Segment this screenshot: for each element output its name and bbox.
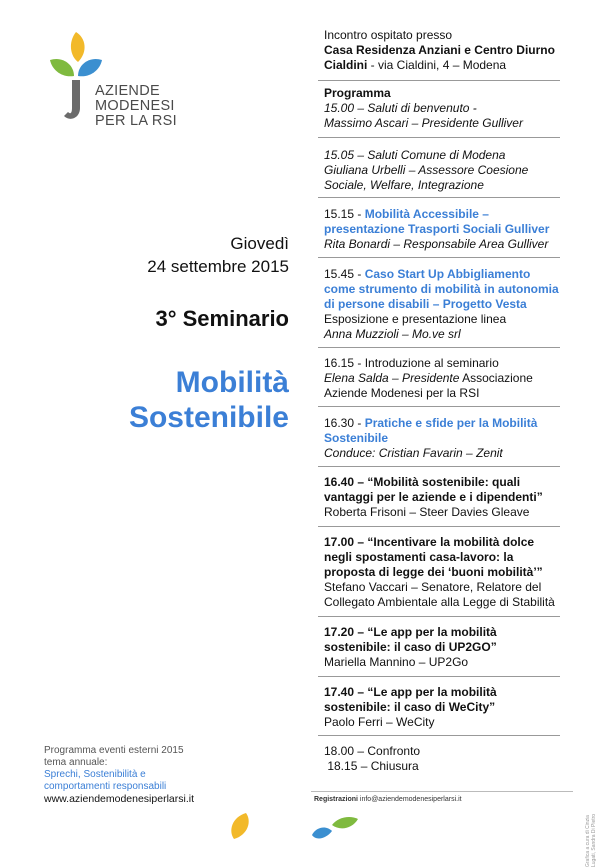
item-speaker: Paolo Ferri – WeCity <box>324 715 435 729</box>
program-item-7 <box>324 475 609 520</box>
title-line-2: Sostenibile <box>128 401 289 434</box>
item-title: 18.00 – Confronto <box>324 744 421 758</box>
item-time: 15.00 – Saluti di benvenuto - <box>324 101 477 115</box>
logo-line-2: MODENESI <box>95 98 175 114</box>
logo-green-leaf <box>50 59 74 76</box>
program-item-11 <box>324 744 609 774</box>
item-title: di persone disabili – Progetto Vesta <box>324 297 527 311</box>
program-item-9 <box>324 625 609 670</box>
program-item-3 <box>324 207 609 252</box>
venue-block <box>324 28 609 73</box>
footer-program-label: Programma eventi esterni 2015 <box>44 745 184 756</box>
bottom-yellow-leaf-icon <box>224 811 254 841</box>
title-line-1: Mobilità <box>175 366 289 399</box>
item-time: 15.15 - <box>324 207 365 221</box>
venue-address: - via Cialdini, 4 – Modena <box>367 58 507 72</box>
item-time: 16.30 - <box>324 416 365 430</box>
divider <box>318 406 560 407</box>
program-item-4 <box>324 267 609 342</box>
logo-text <box>95 84 177 129</box>
item-speaker: Stefano Vaccari – Senatore, Relatore del <box>324 580 542 594</box>
divider <box>318 197 560 198</box>
venue-intro: Incontro ospitato presso <box>324 28 453 42</box>
registration <box>314 796 462 803</box>
divider <box>318 347 560 348</box>
item-title: sostenibile: il caso di UP2GO” <box>324 640 497 654</box>
divider <box>318 676 560 677</box>
item-title: 16.40 – “Mobilità sostenibile: quali <box>324 475 521 489</box>
item-title: Caso Start Up Abbigliamento <box>364 267 531 281</box>
item-time: 15.05 – Saluti Comune di Modena <box>324 148 506 162</box>
logo-yellow-leaf <box>71 32 85 62</box>
item-speaker: Giuliana Urbelli – Assessore Coesione <box>324 163 529 177</box>
item-title: 17.00 – “Incentivare la mobilità dolce <box>324 535 535 549</box>
item-speaker: Mariella Mannino – UP2Go <box>324 655 469 669</box>
footer-theme-1: Sprechi, Sostenibilità e <box>44 769 146 780</box>
item-speaker: Massimo Ascari – Presidente Gulliver <box>324 116 523 130</box>
item-title: Sostenibile <box>324 431 389 445</box>
divider <box>318 526 560 527</box>
program-item-8 <box>324 535 609 610</box>
venue-name-2: Cialdini <box>324 58 368 72</box>
seminar-number: 3° Seminario <box>155 306 289 331</box>
logo-blue-leaf <box>78 59 102 76</box>
program-item-6 <box>324 416 609 461</box>
footer-theme-label: tema annuale: <box>44 757 108 768</box>
venue-name-1: Casa Residenza Anziani e Centro Diurno <box>324 43 555 57</box>
item-title: 18.15 – Chiusura <box>324 759 419 773</box>
logo-line-3: PER LA RSI <box>95 113 177 129</box>
item-speaker: Collegato Ambientale alla Legge di Stabilità <box>324 595 555 609</box>
program-item-10 <box>324 685 609 730</box>
item-description: Esposizione e presentazione linea <box>324 312 507 326</box>
logo-stem <box>64 80 80 119</box>
program-item-1 <box>324 86 609 131</box>
registration-email-link[interactable]: info@aziendemodenesiperlarsi.it <box>359 796 462 803</box>
bottom-green-blue-leaf-icon <box>310 813 360 843</box>
item-time: 15.45 - <box>324 267 365 281</box>
item-organization: Aziende Modenesi per la RSI <box>324 386 480 400</box>
item-title: Mobilità Accessibile – <box>364 207 489 221</box>
item-speaker-rest: Associazione <box>459 371 533 385</box>
item-title: come strumento di mobilità in autonomia <box>324 282 559 296</box>
item-title: vantaggi per le aziende e i dipendenti” <box>324 490 543 504</box>
event-date: 24 settembre 2015 <box>147 257 289 276</box>
credits-vertical: Grafica a cura di Cinzia Lugati, Sandra Di Pietro <box>585 813 597 867</box>
divider <box>318 735 560 736</box>
item-title: 17.20 – “Le app per la mobilità <box>324 625 497 639</box>
registration-label: Registrazioni <box>314 796 358 803</box>
program-heading: Programma <box>324 86 391 100</box>
item-speaker: Rita Bonardi – Responsabile Area Gulliver <box>324 237 549 251</box>
item-speaker: Elena Salda – Presidente <box>324 371 460 385</box>
logo-line-1: AZIENDE <box>95 83 160 99</box>
item-speaker: Conduce: Cristian Favarin – Zenit <box>324 446 503 460</box>
item-speaker: Roberta Frisoni – Steer Davies Gleave <box>324 505 530 519</box>
footer-divider <box>311 791 573 792</box>
divider <box>318 137 560 138</box>
item-title: 17.40 – “Le app per la mobilità <box>324 685 497 699</box>
item-speaker: Anna Muzzioli – Mo.ve srl <box>324 327 461 341</box>
item-title: sostenibile: il caso di WeCity” <box>324 700 496 714</box>
footer-info <box>44 745 194 805</box>
item-title: proposta di legge dei ‘buoni mobilità’” <box>324 565 543 579</box>
footer-theme-2: comportamenti responsabili <box>44 781 167 792</box>
event-day: Giovedì <box>230 234 289 253</box>
item-title: negli spostamenti casa-lavoro: la <box>324 550 514 564</box>
item-title: presentazione Trasporti Sociali Gulliver <box>324 222 550 236</box>
item-speaker: Sociale, Welfare, Integrazione <box>324 178 484 192</box>
divider <box>318 616 560 617</box>
divider <box>318 80 560 81</box>
divider <box>318 257 560 258</box>
program-item-2 <box>324 148 609 193</box>
item-title: 16.15 - Introduzione al seminario <box>324 356 499 370</box>
item-title: Pratiche e sfide per la Mobilità <box>364 416 538 430</box>
program-item-5 <box>324 356 609 401</box>
footer-website-link[interactable]: www.aziendemodenesiperlarsi.it <box>44 793 194 805</box>
divider <box>318 466 560 467</box>
